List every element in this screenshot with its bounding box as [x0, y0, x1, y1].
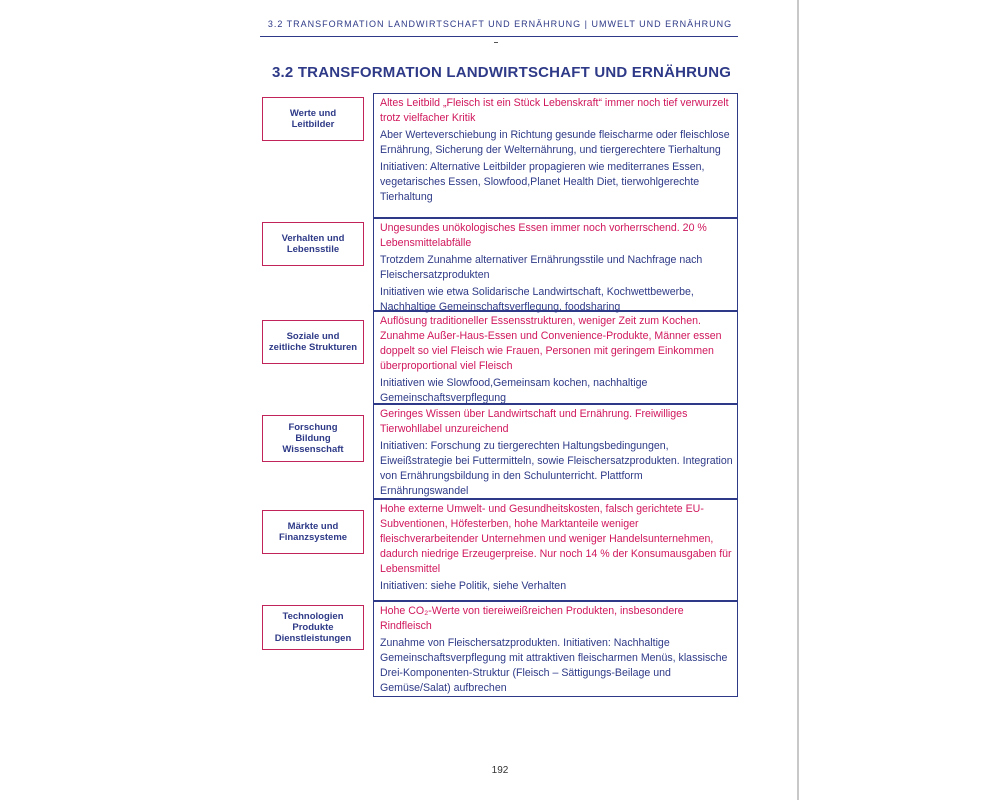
row-content	[373, 601, 738, 697]
row-content	[373, 311, 738, 404]
row-label: Verhalten und Lebensstile	[262, 222, 364, 266]
running-head: 3.2 TRANSFORMATION LANDWIRTSCHAFT UND ERNÄHRUNG | UMWELT UND ERNÄHRUNG	[267, 19, 733, 29]
row-label: Technologien Produkte Dienstleistungen	[262, 605, 364, 650]
row-problem-text: Auflösung traditioneller Essensstrukturen, weniger Zeit zum Kochen. Zunahme Außer-Haus-Essen und Convenience-Produkte, Männer essen doppelt so viel Fleisch wie Frauen, Personen mit geringem Einkommen überproportional viel Fleisch	[380, 315, 722, 372]
row-content	[373, 499, 738, 601]
row-trend-text: Aber Werteverschiebung in Richtung gesunde fleischarme oder fleischlose Ernährung, Sicherung der Welternährung, und tiergerechtere Tierhaltung	[380, 129, 730, 156]
row-initiative-text: Initiativen wie etwa Solidarische Landwirtschaft, Kochwettbewerbe, Nachhaltige Gemeinschaftsverflegung, foodsharing	[380, 286, 694, 313]
row-initiative-text: Initiativen: Alternative Leitbilder propagieren wie mediterranes Essen, vegetarisches Essen, Slowfood,Planet Health Diet, tierwohlgerechte Tierhaltung	[380, 161, 705, 203]
row-label: Soziale und zeitliche Strukturen	[262, 320, 364, 364]
row-initiative-text: Initiativen: Forschung zu tiergerechten Haltungsbedingungen, Eiweißstrategie bei Futtermitteln, sowie Fleischersatzprodukten. Integration von Ernährungsbildung in den Schulunterricht. Plattform Ernährungswandel	[380, 440, 733, 497]
row-label: Forschung Bildung Wissenschaft	[262, 415, 364, 462]
row-initiative-text: Initiativen wie Slowfood,Gemeinsam kochen, nachhaltige Gemeinschaftsverpflegung	[380, 377, 648, 404]
row-initiative-text: Zunahme von Fleischersatzprodukten. Initiativen: Nachhaltige Gemeinschaftsverpflegung mit attraktiven fleischarmen Menüs, klassische Drei-Komponenten-Struktur (Fleisch – Sättigungs-Beilage und Gemüse/Salat) aufbrechen	[380, 637, 728, 694]
row-label: Märkte und Finanzsysteme	[262, 510, 364, 554]
row-trend-text: Trotzdem Zunahme alternativer Ernährungsstile und Nachfrage nach Fleischersatzprodukten	[380, 254, 703, 281]
row-initiative-text: Initiativen: siehe Politik, siehe Verhalten	[380, 580, 567, 592]
row-content	[373, 93, 738, 218]
row-problem-text: Ungesundes unökologisches Essen immer noch vorherrschend. 20 % Lebensmittelabfälle	[380, 222, 707, 249]
row-problem-text: Geringes Wissen über Landwirtschaft und Ernährung. Freiwilliges Tierwohllabel unzureichend	[380, 408, 688, 435]
page-number: 192	[491, 765, 509, 776]
page-edge-divider	[797, 0, 799, 800]
running-head-rule	[260, 36, 738, 37]
row-label: Werte und Leitbilder	[262, 97, 364, 141]
row-content	[373, 404, 738, 499]
row-problem-text: Hohe externe Umwelt- und Gesundheitskosten, falsch gerichtete EU-Subventionen, Höfesterben, hohe Marktanteile weniger fleischverarbeitender Unternehmen und weniger Handelsunternehmen, dadurch niedrige Erzeugerpreise. Nur noch 14 % der Konsumausgaben für Lebensmittel	[380, 503, 732, 575]
row-problem-text: Hohe CO₂-Werte von tiereiweißreichen Produkten, insbesondere Rindfleisch	[380, 605, 684, 632]
header-dash	[494, 42, 498, 43]
row-content	[373, 218, 738, 311]
row-problem-text: Altes Leitbild „Fleisch ist ein Stück Lebenskraft“ immer noch tief verwurzelt trotz vielfacher Kritik	[380, 97, 729, 124]
section-title: 3.2 TRANSFORMATION LANDWIRTSCHAFT UND ERNÄHRUNG	[272, 64, 732, 81]
